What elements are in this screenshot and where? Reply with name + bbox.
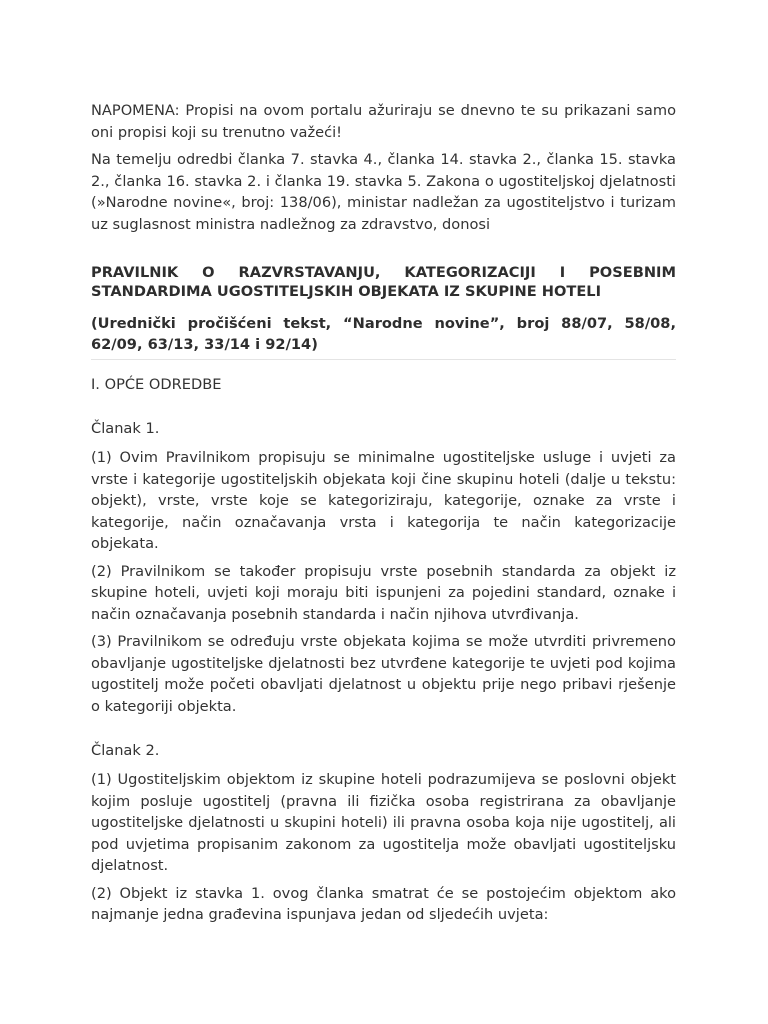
article-1-heading: Članak 1. <box>91 420 160 437</box>
preamble-paragraph: Na temelju odredbi članka 7. stavka 4., članka 14. stavka 2., članka 15. stavka 2., članka 16. stavka 2. i članka 19. stavka 5. Zakona o ugostiteljskoj djelatnosti (»Narodne novine«, broj: 138/06), ministar nadležan za ugostiteljstvo i turizam uz suglasnost ministra nadležnog za zdravstvo, donosi <box>91 151 676 233</box>
article-2-heading: Članak 2. <box>91 742 160 759</box>
article-1-paragraph-1: (1) Ovim Pravilnikom propisuju se minimalne ugostiteljske usluge i uvjeti za vrste i kategorije ugostiteljskih objekata koji čine skupinu hoteli (dalje u tekstu: objekt), vrste, vrste koje se kategoriziraju, kategorije, oznake za vrste i kategorije, način označavanja vrsta i kategorija te način kategorizacije objekata. <box>91 449 676 552</box>
article-1-paragraph-2: (2) Pravilnikom se također propisuju vrste posebnih standarda za objekt iz skupine hoteli, uvjeti koji moraju biti ispunjeni za pojedini standard, oznake i način označavanja posebnih standarda i način njihova utvrđivanja. <box>91 562 676 623</box>
section-heading: I. OPĆE ODREDBE <box>91 376 222 393</box>
article-2-paragraph-2: (2) Objekt iz stavka 1. ovog članka smatrat će se postojećim objektom ako najmanje jedna građevina ispunjava jedan od sljedećih uvjeta: <box>91 884 676 923</box>
document-subtitle: (Urednički pročišćeni tekst, “Narodne novine”, broj 88/07, 58/08, 62/09, 63/13, 33/14 i 92/14) <box>91 315 676 353</box>
article-1-paragraph-3: (3) Pravilnikom se određuju vrste objekata kojima se može utvrditi privremeno obavljanje ugostiteljske djelatnosti bez utvrđene kategorije te uvjeti pod kojima ugostitelj može početi obavljati djelatnost u objektu prije nego pribavi rješenje o kategoriji objekta. <box>91 633 676 715</box>
document-title: PRAVILNIK O RAZVRSTAVANJU, KATEGORIZACIJI I POSEBNIM STANDARDIMA UGOSTITELJSKIH OBJEKATA IZ SKUPINE HOTELI <box>91 264 676 300</box>
article-2-paragraph-1: (1) Ugostiteljskim objektom iz skupine hoteli podrazumijeva se poslovni objekt kojim posluje ugostitelj (pravna ili fizička osoba registrirana za obavljanje ugostiteljske djelatnosti u skupini hoteli) ili pravna osoba koja nije ugostitelj, ali pod uvjetima propisanim zakonom za ugostitelja može obavljati ugostiteljsku djelatnost. <box>91 771 676 874</box>
divider <box>91 359 676 360</box>
notice-paragraph: NAPOMENA: Propisi na ovom portalu ažuriraju se dnevno te su prikazani samo oni propisi koji su trenutno važeći! <box>91 102 676 141</box>
document-page <box>91 100 676 926</box>
